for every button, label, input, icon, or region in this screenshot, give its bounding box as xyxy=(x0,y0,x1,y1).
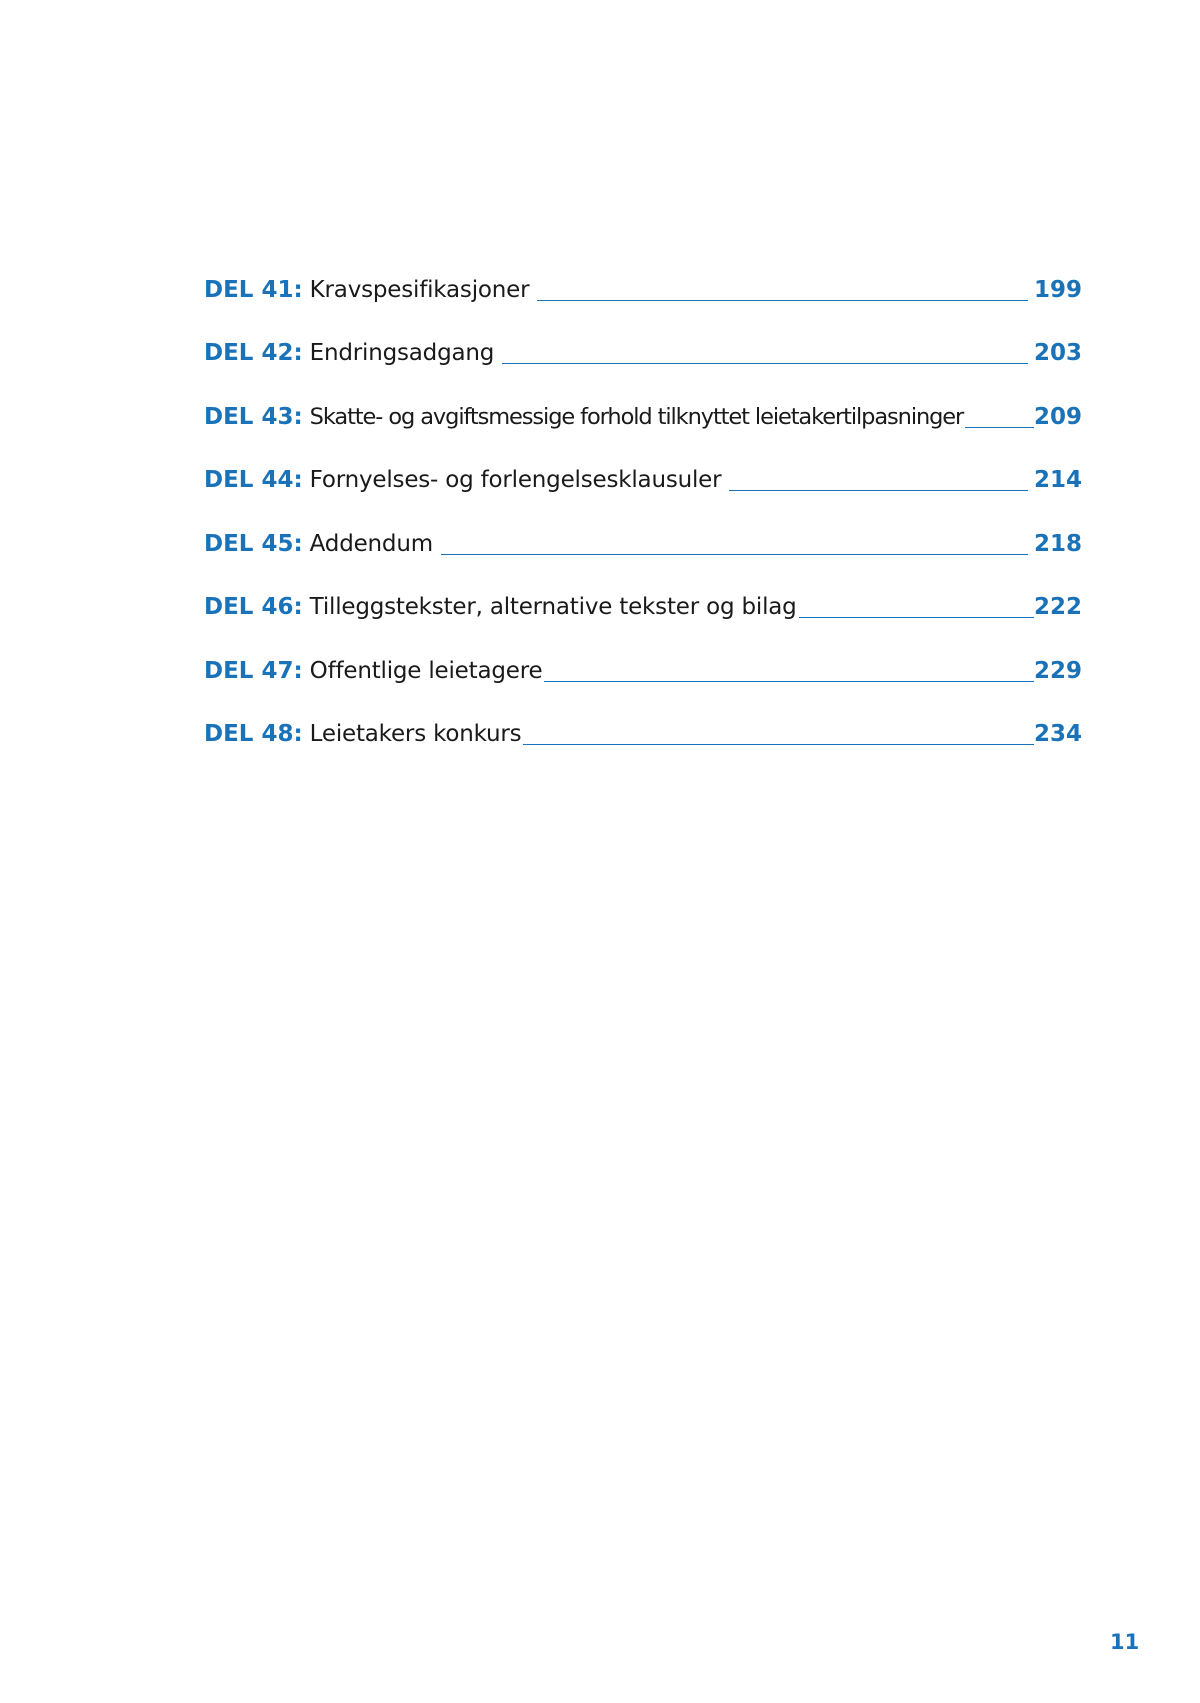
toc-entry-page: 203 xyxy=(1033,340,1082,366)
toc-entry-label: DEL 44: xyxy=(204,467,303,493)
toc-leader-line xyxy=(729,490,1028,491)
toc-entry-page: 229 xyxy=(1033,657,1082,684)
toc-leader-line xyxy=(537,300,1028,301)
toc-entry-del-43[interactable] xyxy=(204,370,1082,434)
toc-entry-page: 214 xyxy=(1033,467,1082,493)
toc-entry-del-48[interactable] xyxy=(204,688,1082,752)
toc-leader-line xyxy=(441,554,1028,555)
toc-entry-title: Addendum xyxy=(309,530,433,557)
toc-leader-line xyxy=(502,363,1028,364)
toc-entry-title: Kravspesifikasjoner xyxy=(309,276,530,303)
toc-entry-title: Endringsadgang xyxy=(309,340,495,366)
toc-leader-line xyxy=(799,617,1034,618)
toc-entry-label: DEL 42: xyxy=(204,340,303,366)
toc-entry-page: 218 xyxy=(1033,530,1082,557)
toc-entry-label: DEL 41: xyxy=(204,276,303,303)
toc-entry-del-45[interactable] xyxy=(204,497,1082,561)
toc-entry-label: DEL 43: xyxy=(204,403,303,430)
toc-leader-line xyxy=(544,681,1034,682)
toc-entry-del-41[interactable] xyxy=(204,243,1082,307)
toc-entry-title: Fornyelses- og forlengelsesklausuler xyxy=(309,467,722,493)
toc-entry-title: Leietakers konkurs xyxy=(309,721,522,747)
table-of-contents xyxy=(204,243,1082,751)
toc-entry-del-44[interactable] xyxy=(204,434,1082,498)
toc-entry-label: DEL 46: xyxy=(204,594,303,620)
toc-entry-del-46[interactable] xyxy=(204,561,1082,625)
toc-entry-page: 234 xyxy=(1033,721,1082,747)
toc-entry-del-42[interactable] xyxy=(204,307,1082,371)
toc-entry-label: DEL 48: xyxy=(204,721,303,747)
toc-entry-page: 199 xyxy=(1033,276,1082,303)
toc-entry-title: Offentlige leietagere xyxy=(309,657,543,684)
toc-entry-title: Tilleggstekster, alternative tekster og bilag xyxy=(309,594,797,620)
toc-entry-title: Skatte- og avgiftsmessige forhold tilknyttet leietakertilpasninger xyxy=(309,403,964,430)
page-number: 11 xyxy=(1110,1630,1140,1654)
toc-entry-label: DEL 47: xyxy=(204,657,303,684)
toc-leader-line xyxy=(965,427,1034,428)
toc-entry-page: 222 xyxy=(1033,594,1082,620)
toc-entry-label: DEL 45: xyxy=(204,530,303,557)
toc-leader-line xyxy=(523,744,1034,745)
toc-entry-page: 209 xyxy=(1033,403,1082,430)
toc-entry-del-47[interactable] xyxy=(204,624,1082,688)
